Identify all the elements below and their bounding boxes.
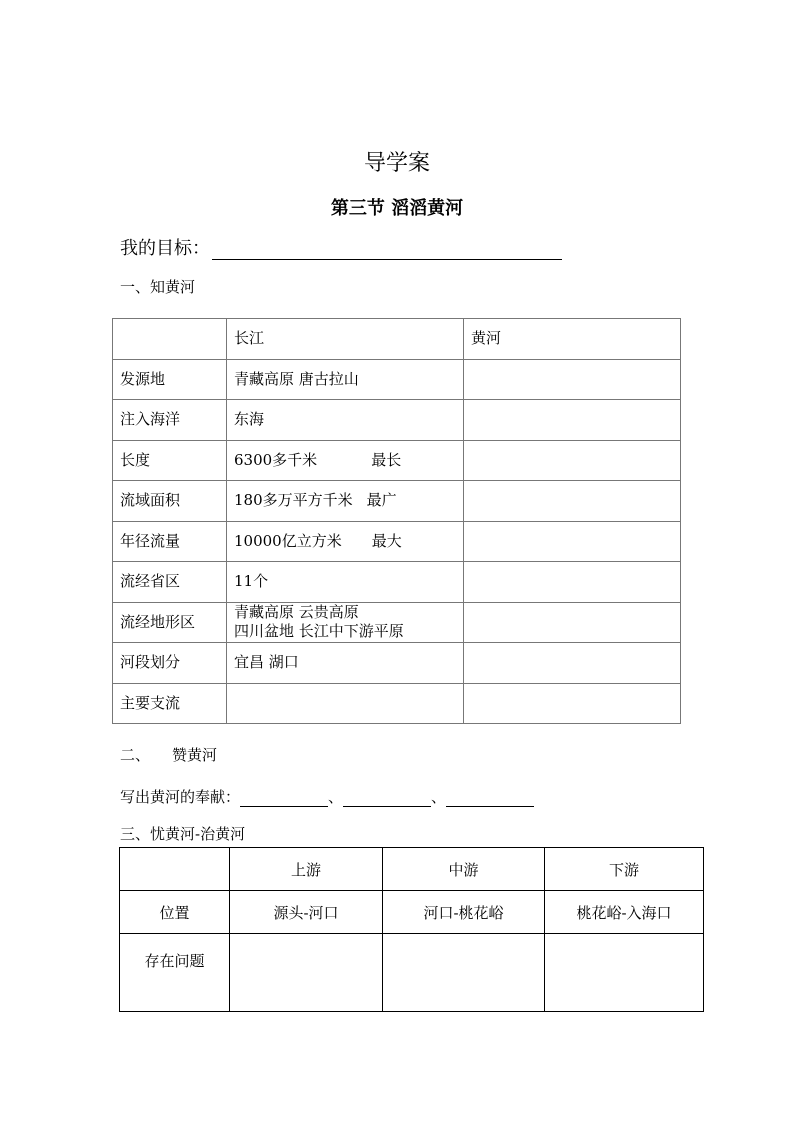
row-label: 流经地形区 bbox=[113, 602, 227, 643]
goal-line bbox=[120, 234, 562, 260]
yellow-river-answer[interactable] bbox=[464, 602, 681, 643]
row-label: 河段划分 bbox=[113, 643, 227, 684]
yangtze-cell bbox=[227, 602, 464, 643]
table-header-row bbox=[120, 848, 704, 891]
yangtze-value: 10000亿立方米 bbox=[234, 531, 342, 550]
table-row bbox=[113, 643, 681, 684]
table-row bbox=[113, 359, 681, 400]
section3-heading: 三、忧黄河-治黄河 bbox=[120, 825, 246, 843]
yangtze-cell bbox=[227, 481, 464, 522]
row-label: 年径流量 bbox=[113, 521, 227, 562]
yellow-river-answer[interactable] bbox=[464, 521, 681, 562]
yellow-river-answer[interactable] bbox=[464, 440, 681, 481]
row-label: 位置 bbox=[120, 891, 230, 934]
section2-number: 二、 bbox=[120, 746, 151, 764]
problem-answer-cell[interactable] bbox=[545, 934, 704, 1012]
section1-heading: 一、知黄河 bbox=[120, 278, 196, 296]
problem-answer-cell[interactable] bbox=[230, 934, 383, 1012]
goal-label: 我的目标： bbox=[120, 238, 210, 259]
header-cell-upper: 上游 bbox=[230, 848, 383, 891]
header-cell-yellow: 黄河 bbox=[464, 319, 681, 360]
position-cell: 河口-桃花峪 bbox=[383, 891, 545, 934]
yellow-river-answer[interactable] bbox=[464, 643, 681, 684]
row-label: 注入海洋 bbox=[113, 400, 227, 441]
contribution-line bbox=[120, 786, 534, 807]
position-cell: 桃花峪-入海口 bbox=[545, 891, 704, 934]
row-label: 主要支流 bbox=[113, 683, 227, 724]
table-header-row bbox=[113, 319, 681, 360]
table-row bbox=[113, 683, 681, 724]
yellow-river-answer[interactable] bbox=[464, 400, 681, 441]
yellow-river-answer[interactable] bbox=[464, 562, 681, 603]
table-row bbox=[113, 521, 681, 562]
page-title: 导学案 bbox=[363, 151, 430, 176]
table-row bbox=[120, 891, 704, 934]
yangtze-value-line2: 四川盆地 长江中下游平原 bbox=[234, 622, 404, 641]
lesson-subtitle: 第三节 滔滔黄河 bbox=[330, 198, 464, 219]
table-row bbox=[120, 934, 704, 1012]
yangtze-rank: 最广 bbox=[366, 491, 397, 510]
table-row bbox=[113, 602, 681, 643]
yangtze-value: 11个 bbox=[234, 572, 269, 591]
yangtze-rank: 最长 bbox=[371, 450, 402, 469]
yangtze-rank: 最大 bbox=[371, 531, 402, 550]
header-cell-empty bbox=[113, 319, 227, 360]
header-cell-middle: 中游 bbox=[383, 848, 545, 891]
yangtze-cell bbox=[227, 643, 464, 684]
row-label: 流域面积 bbox=[113, 481, 227, 522]
goal-blank[interactable] bbox=[212, 239, 562, 260]
table-row bbox=[113, 562, 681, 603]
yangtze-value: 青藏高原 唐古拉山 bbox=[234, 369, 359, 388]
yangtze-cell bbox=[227, 521, 464, 562]
header-cell-lower: 下游 bbox=[545, 848, 704, 891]
yangtze-value: 180多万平方千米 bbox=[234, 491, 353, 510]
yangtze-cell bbox=[227, 400, 464, 441]
yellow-river-answer[interactable] bbox=[464, 481, 681, 522]
separator: 、 bbox=[328, 788, 344, 806]
header-cell-empty bbox=[120, 848, 230, 891]
contribution-blank-3[interactable] bbox=[446, 790, 534, 807]
yangtze-value: 东海 bbox=[234, 410, 265, 429]
river-comparison-table bbox=[112, 318, 681, 724]
separator: 、 bbox=[431, 788, 447, 806]
yangtze-value: 6300多千米 bbox=[234, 450, 318, 469]
yangtze-cell bbox=[227, 440, 464, 481]
table-row bbox=[113, 440, 681, 481]
yangtze-value-line1: 青藏高原 云贵高原 bbox=[234, 603, 359, 622]
row-label: 发源地 bbox=[113, 359, 227, 400]
row-label: 存在问题 bbox=[120, 934, 230, 1012]
row-label: 流经省区 bbox=[113, 562, 227, 603]
yangtze-value: 宜昌 湖口 bbox=[234, 653, 299, 672]
yangtze-cell bbox=[227, 359, 464, 400]
yellow-river-answer[interactable] bbox=[464, 683, 681, 724]
row-label: 长度 bbox=[113, 440, 227, 481]
section2-title: 赞黄河 bbox=[172, 746, 218, 764]
table-row bbox=[113, 400, 681, 441]
problem-answer-cell[interactable] bbox=[383, 934, 545, 1012]
yellow-river-answer[interactable] bbox=[464, 359, 681, 400]
contribution-prompt: 写出黄河的奉献： bbox=[120, 788, 241, 806]
contribution-blank-1[interactable] bbox=[240, 790, 328, 807]
table-row bbox=[113, 481, 681, 522]
yangtze-cell bbox=[227, 683, 464, 724]
contribution-blank-2[interactable] bbox=[343, 790, 431, 807]
header-cell-yangtze: 长江 bbox=[227, 319, 464, 360]
river-management-table bbox=[119, 847, 704, 1012]
position-cell: 源头-河口 bbox=[230, 891, 383, 934]
section2-heading bbox=[120, 744, 217, 765]
yangtze-cell bbox=[227, 562, 464, 603]
